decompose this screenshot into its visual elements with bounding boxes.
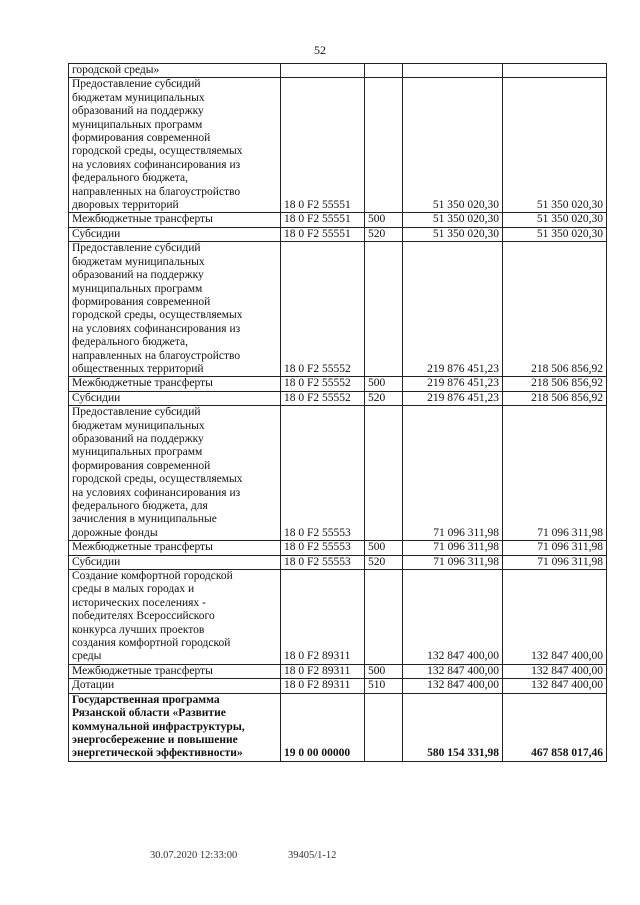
cell-expense-type: 520 [365,391,403,405]
cell-expense-type: 500 [365,541,403,555]
cell-code: 18 0 F2 55553 [281,541,365,555]
cell-name: Субсидии [69,555,281,569]
table-row [69,64,607,78]
cell-code: 18 0 F2 55553 [281,406,365,541]
cell-name: Межбюджетные трансферты [69,377,281,391]
cell-amount-year-2: 71 096 311,98 [503,541,607,555]
cell-code: 19 0 00 00000 [281,693,365,761]
cell-amount-year-2: 132 847 400,00 [503,570,607,665]
table-row [69,213,607,227]
footer-datetime: 30.07.2020 12:33:00 [150,850,238,861]
cell-amount-year-1: 219 876 451,23 [403,242,503,377]
cell-amount-year-1: 71 096 311,98 [403,541,503,555]
cell-name: Государственная программа Рязанской области «Развитие коммунальной инфраструктуры, энергосбережение и повышение энергетической эффективности» [69,693,281,761]
cell-amount-year-1: 51 350 020,30 [403,213,503,227]
cell-expense-type: 500 [365,213,403,227]
cell-amount-year-2: 218 506 856,92 [503,391,607,405]
cell-amount-year-2: 132 847 400,00 [503,664,607,678]
table-row [69,406,607,541]
cell-code: 18 0 F2 55552 [281,377,365,391]
table-row [69,391,607,405]
cell-code: 18 0 F2 55553 [281,555,365,569]
cell-amount-year-1: 132 847 400,00 [403,679,503,693]
cell-amount-year-2: 467 858 017,46 [503,693,607,761]
cell-name: Создание комфортной городской среды в малых городах и исторических поселениях - победителях Всероссийского конкурса лучших проектов создания комфортной городской среды [69,570,281,665]
cell-code [281,64,365,78]
cell-code: 18 0 F2 55552 [281,242,365,377]
cell-expense-type: 500 [365,664,403,678]
cell-amount-year-1: 51 350 020,30 [403,78,503,213]
table-row [69,377,607,391]
table-row [69,78,607,213]
cell-code: 18 0 F2 89311 [281,570,365,665]
cell-amount-year-2: 71 096 311,98 [503,555,607,569]
cell-code: 18 0 F2 55551 [281,227,365,241]
table-row [69,227,607,241]
cell-name: Субсидии [69,227,281,241]
cell-amount-year-1: 219 876 451,23 [403,391,503,405]
cell-name: городской среды» [69,64,281,78]
cell-amount-year-2: 132 847 400,00 [503,679,607,693]
cell-code: 18 0 F2 55551 [281,213,365,227]
cell-amount-year-2: 51 350 020,30 [503,78,607,213]
cell-expense-type [365,242,403,377]
cell-expense-type [365,406,403,541]
cell-name: Субсидии [69,391,281,405]
table-row [69,555,607,569]
cell-code: 18 0 F2 89311 [281,679,365,693]
table-row [69,570,607,665]
table-row [69,679,607,693]
cell-amount-year-1: 132 847 400,00 [403,664,503,678]
cell-name: Межбюджетные трансферты [69,664,281,678]
cell-expense-type: 500 [365,377,403,391]
cell-expense-type [365,570,403,665]
cell-name: Дотации [69,679,281,693]
cell-amount-year-1: 71 096 311,98 [403,406,503,541]
cell-code: 18 0 F2 55551 [281,78,365,213]
cell-code: 18 0 F2 89311 [281,664,365,678]
budget-table [68,63,607,762]
cell-name: Межбюджетные трансферты [69,213,281,227]
cell-amount-year-2: 218 506 856,92 [503,242,607,377]
page-number: 52 [314,43,326,57]
cell-amount-year-2: 51 350 020,30 [503,213,607,227]
table-row [69,541,607,555]
cell-name: Предоставление субсидий бюджетам муниципальных образований на поддержку муниципальных программ формирования современной городской среды, осуществляемых на условиях софинансирования из федерального бюджета, направленных на благоустройство общественных территорий [69,242,281,377]
cell-name: Межбюджетные трансферты [69,541,281,555]
table-row [69,242,607,377]
cell-name: Предоставление субсидий бюджетам муниципальных образований на поддержку муниципальных программ формирования современной городской среды, осуществляемых на условиях софинансирования из федерального бюджета, для зачисления в муниципальные дорожные фонды [69,406,281,541]
cell-amount-year-2: 218 506 856,92 [503,377,607,391]
cell-amount-year-2: 51 350 020,30 [503,227,607,241]
cell-expense-type: 520 [365,227,403,241]
cell-expense-type: 520 [365,555,403,569]
table-row [69,693,607,761]
footer-doc-id: 39405/1-12 [288,850,337,861]
cell-expense-type [365,64,403,78]
cell-expense-type [365,693,403,761]
cell-amount-year-1: 51 350 020,30 [403,227,503,241]
cell-amount-year-1: 71 096 311,98 [403,555,503,569]
cell-amount-year-2: 71 096 311,98 [503,406,607,541]
budget-table-body [69,64,607,762]
cell-expense-type [365,78,403,213]
table-row [69,664,607,678]
cell-amount-year-1: 132 847 400,00 [403,570,503,665]
cell-name: Предоставление субсидий бюджетам муниципальных образований на поддержку муниципальных программ формирования современной городской среды, осуществляемых на условиях софинансирования из федерального бюджета, направленных на благоустройство дворовых территорий [69,78,281,213]
cell-code: 18 0 F2 55552 [281,391,365,405]
cell-expense-type: 510 [365,679,403,693]
cell-amount-year-1 [403,64,503,78]
cell-amount-year-2 [503,64,607,78]
cell-amount-year-1: 580 154 331,98 [403,693,503,761]
cell-amount-year-1: 219 876 451,23 [403,377,503,391]
